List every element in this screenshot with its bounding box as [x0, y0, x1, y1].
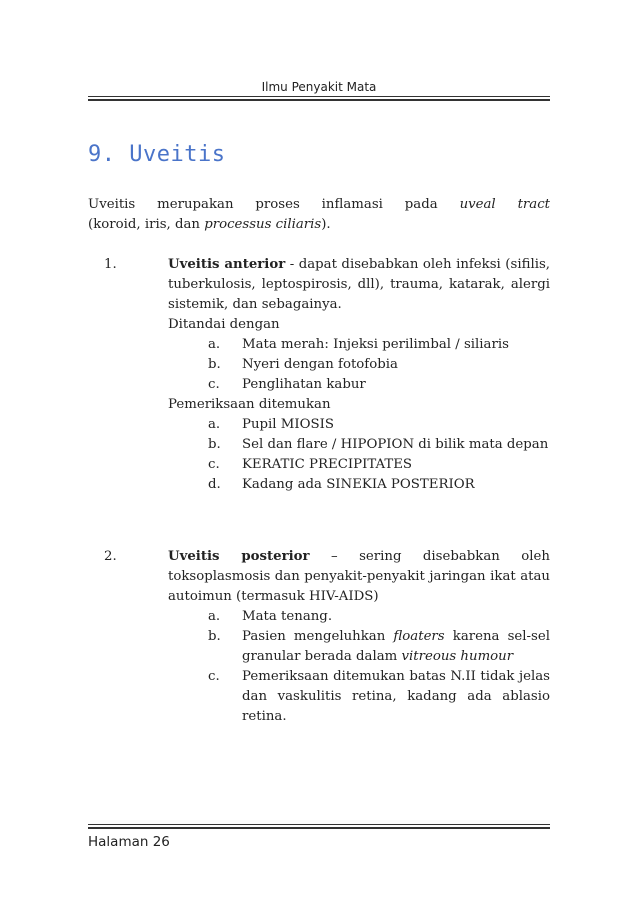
sub-item [208, 667, 550, 727]
sub-letter: b. [208, 629, 221, 644]
sub-item [208, 435, 550, 455]
sub-letter: c. [208, 457, 220, 472]
italic-term-floaters: floaters [393, 629, 445, 644]
list-number: 1. [104, 257, 117, 272]
sub-letter: a. [208, 417, 221, 432]
sub-text: Mata merah: Injeksi perilimbal / siliaris [242, 337, 509, 352]
intro-line-1: Uveitis merupakan proses inflamasi pada uveal tract [88, 197, 550, 212]
intro-italic-term-2: processus ciliaris [204, 217, 322, 232]
intro-italic-term: uveal tract [459, 197, 550, 212]
group-label: Ditandai dengan [168, 317, 280, 332]
sub-item [208, 455, 550, 475]
sub-item [208, 627, 550, 667]
item-description: Uveitis posterior – sering disebabkan oleh toksoplasmosis dan penyakit-penyakit jaringan ikat atau autoimun (termasuk HIV-AIDS) [168, 549, 550, 604]
sub-item [208, 335, 550, 355]
sub-text: Pupil MIOSIS [242, 417, 334, 432]
item-term: Uveitis anterior [168, 257, 286, 272]
footer-rule [88, 824, 550, 829]
sub-text: Sel dan flare / HIPOPION di bilik mata depan [242, 437, 549, 452]
sub-letter: a. [208, 337, 221, 352]
sub-letter: b. [208, 357, 221, 372]
page-number-label: Halaman 26 [88, 834, 170, 850]
sub-item [208, 607, 550, 627]
list-number: 2. [104, 549, 117, 564]
sub-text: Kadang ada SINEKIA POSTERIOR [242, 477, 475, 492]
chapter-title: 9. Uveitis [88, 142, 226, 167]
intro-line-2: (koroid, iris, dan processus ciliaris). [88, 217, 331, 232]
sub-text: Pemeriksaan ditemukan batas N.II tidak jelas dan vaskulitis retina, kadang ada ablasio retina. [242, 669, 550, 724]
sub-letter: a. [208, 609, 221, 624]
sub-item [208, 375, 550, 395]
sub-text: Pasien mengeluhkan floaters karena sel-sel granular berada dalam vitreous humour [242, 629, 550, 664]
italic-term-vitreous: vitreous humour [401, 649, 514, 664]
running-header-title: Ilmu Penyakit Mata [261, 80, 377, 94]
item-term: Uveitis posterior [168, 549, 310, 564]
sub-letter: c. [208, 669, 220, 684]
sub-item [208, 415, 550, 435]
list-item-uveitis-posterior [104, 547, 550, 727]
header-rule [88, 96, 550, 101]
sub-text: Nyeri dengan fotofobia [242, 357, 398, 372]
sub-text: Mata tenang. [242, 609, 333, 624]
sub-item [208, 475, 550, 495]
sub-text: Penglihatan kabur [242, 377, 366, 392]
sub-letter: b. [208, 437, 221, 452]
sub-item [208, 355, 550, 375]
item-description: Uveitis anterior - dapat disebabkan oleh infeksi (sifilis, tuberkulosis, leptospirosis, dll), trauma, katarak, alergi sistemik, dan sebagainya. [168, 257, 550, 312]
sub-letter: c. [208, 377, 220, 392]
list-item-uveitis-anterior [104, 255, 550, 495]
group-label: Pemeriksaan ditemukan [168, 397, 331, 412]
intro-paragraph [88, 195, 550, 235]
sub-text: KERATIC PRECIPITATES [242, 457, 413, 472]
sub-letter: d. [208, 477, 221, 492]
